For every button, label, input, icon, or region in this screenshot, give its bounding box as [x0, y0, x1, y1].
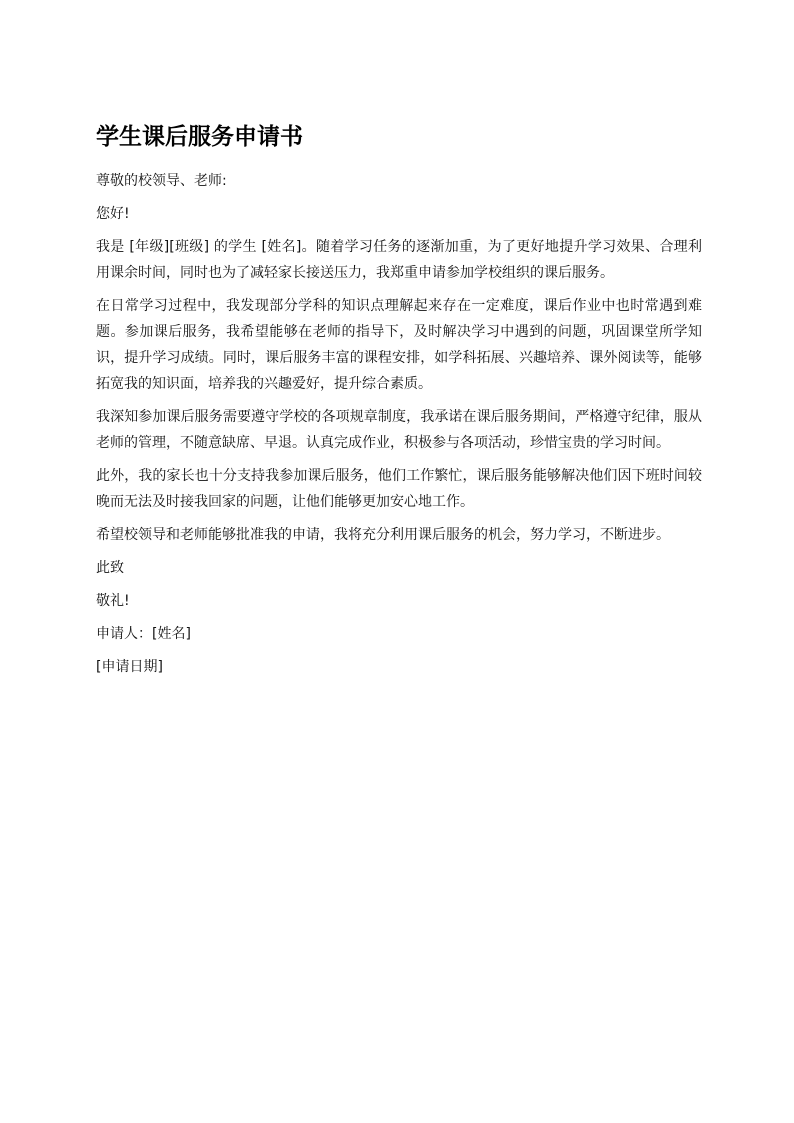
closing-salute: 敬礼!: [96, 593, 130, 609]
document-page: [96, 118, 702, 687]
closing-line: 此致: [96, 560, 124, 576]
body-paragraph: 在日常学习过程中，我发现部分学科的知识点理解起来存在一定难度，课后作业中也时常遇到难题。参加课后服务，我希望能够在老师的指导下，及时解决学习中遇到的问题，巩固课堂所学知识，提升学习成绩。同时，课后服务丰富的课程安排，如学科拓展、兴趣培养、课外阅读等，能够拓宽我的知识面，培养我的兴趣爱好，提升综合素质。: [96, 298, 702, 392]
body-paragraph: 我是 [年级][班级] 的学生 [姓名]。随着学习任务的逐渐加重，为了更好地提升学习效果、合理利用课余时间，同时也为了减轻家长接送压力，我郑重申请参加学校组织的课后服务。: [96, 239, 702, 281]
body-paragraph: 我深知参加课后服务需要遵守学校的各项规章制度，我承诺在课后服务期间，严格遵守纪律，服从老师的管理，不随意缺席、早退。认真完成作业，积极参与各项活动，珍惜宝贵的学习时间。: [96, 409, 702, 451]
body-paragraph: 希望校领导和老师能够批准我的申请，我将充分利用课后服务的机会，努力学习，不断进步。: [96, 527, 670, 543]
application-date: [申请日期]: [96, 659, 163, 675]
body-paragraph: 此外，我的家长也十分支持我参加课后服务，他们工作繁忙，课后服务能够解决他们因下班时间较晚而无法及时接我回家的问题，让他们能够更加安心地工作。: [96, 468, 702, 510]
salutation: 尊敬的校领导、老师:: [96, 173, 227, 189]
greeting: 您好!: [96, 206, 130, 222]
document-title: 学生课后服务申请书: [96, 124, 303, 150]
applicant-signature: 申请人：[姓名]: [96, 626, 191, 642]
